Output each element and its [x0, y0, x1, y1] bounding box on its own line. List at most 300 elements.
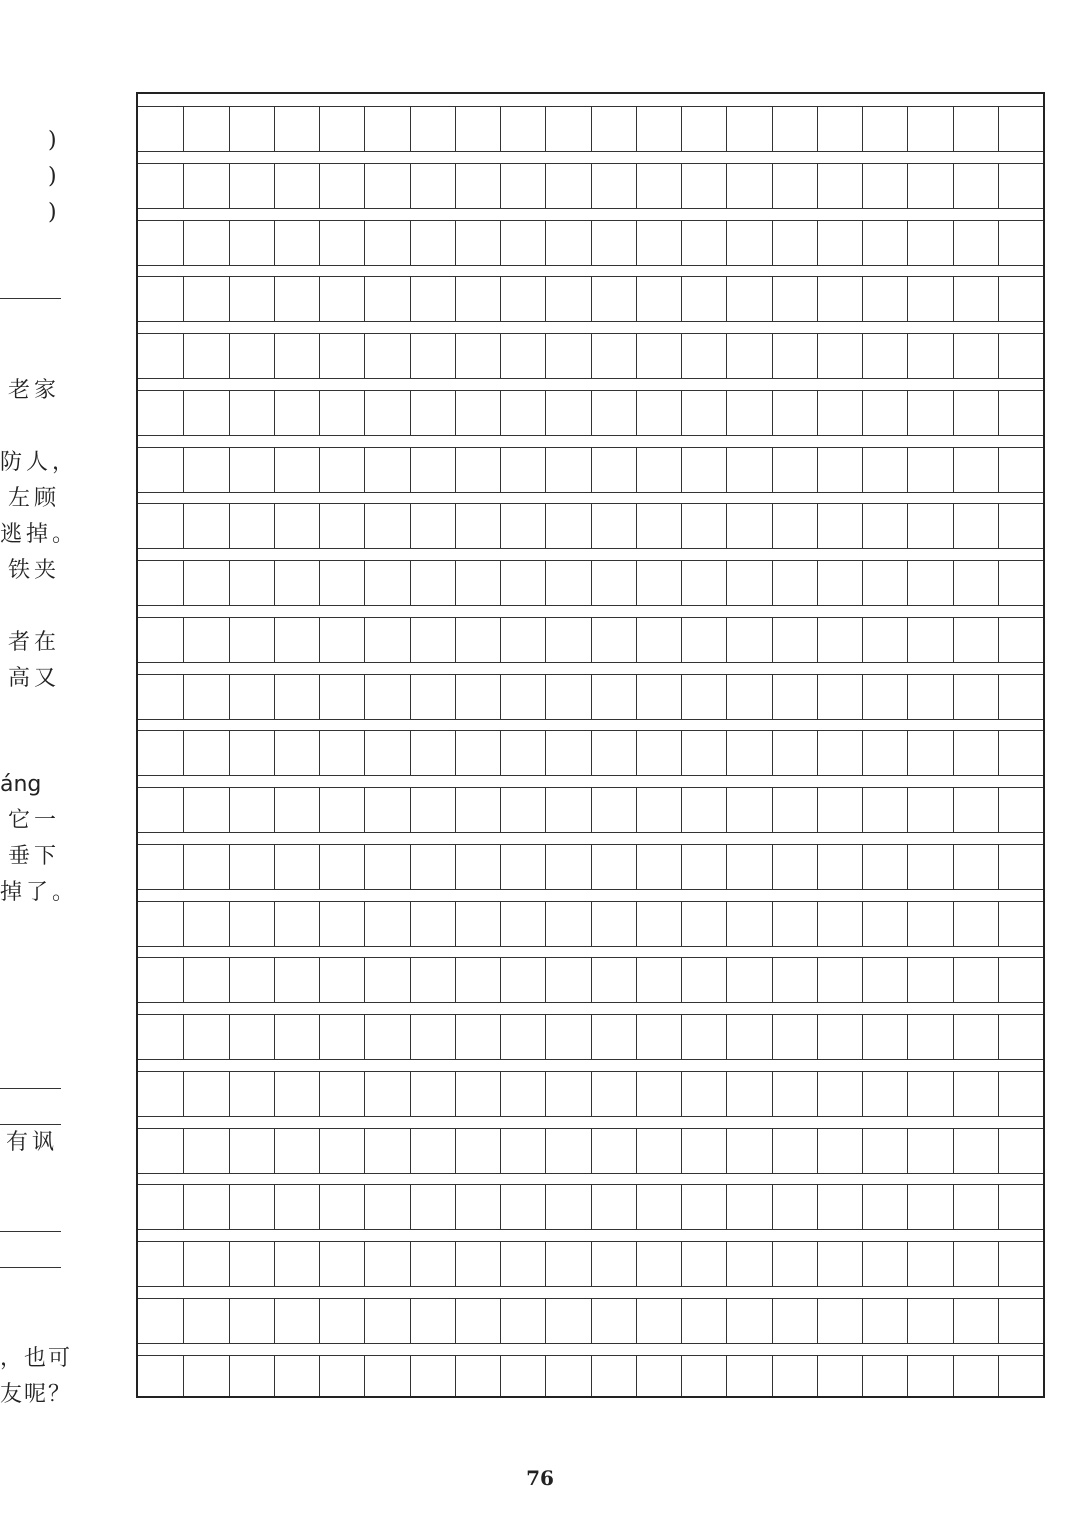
grid-cell: [862, 1356, 863, 1397]
grid-cell: [591, 561, 592, 605]
grid-cell: [953, 107, 954, 151]
grid-cell: [998, 788, 999, 832]
grid-cell: [364, 448, 365, 492]
grid-cell: [998, 504, 999, 548]
grid-cell: [455, 1356, 456, 1397]
grid-cell: [772, 958, 773, 1002]
grid-cell: [636, 1356, 637, 1397]
grid-cell: [410, 561, 411, 605]
grid-cell: [364, 731, 365, 775]
grid-cell: [274, 448, 275, 492]
grid-cell: [229, 618, 230, 662]
grid-cell: [726, 334, 727, 378]
margin-answer-line: [0, 298, 61, 299]
grid-row: [138, 957, 1043, 1003]
grid-cell: [274, 504, 275, 548]
grid-cell: [364, 221, 365, 265]
grid-row: [138, 1128, 1043, 1174]
grid-cell: [998, 1242, 999, 1286]
grid-cell: [274, 731, 275, 775]
grid-cell: [364, 845, 365, 889]
grid-cell: [500, 958, 501, 1002]
grid-cell: [274, 107, 275, 151]
grid-cell: [772, 334, 773, 378]
grid-cell: [998, 221, 999, 265]
grid-cell: [772, 221, 773, 265]
grid-cell: [183, 1072, 184, 1116]
grid-cell: [862, 164, 863, 208]
grid-cell: [953, 1299, 954, 1343]
grid-cell: [862, 448, 863, 492]
grid-cell: [817, 1185, 818, 1229]
grid-cell: [772, 504, 773, 548]
grid-cell: [862, 1242, 863, 1286]
grid-cell: [636, 504, 637, 548]
grid-cell: [726, 958, 727, 1002]
grid-cell: [364, 618, 365, 662]
grid-cell: [998, 561, 999, 605]
grid-cell: [500, 845, 501, 889]
grid-cell: [907, 334, 908, 378]
grid-row: [138, 163, 1043, 209]
grid-cell: [591, 391, 592, 435]
grid-cell: [636, 1242, 637, 1286]
grid-cell: [681, 107, 682, 151]
grid-cell: [726, 1185, 727, 1229]
grid-cell: [998, 618, 999, 662]
grid-row: [138, 1241, 1043, 1287]
grid-cell: [998, 1015, 999, 1059]
grid-cell: [183, 1356, 184, 1397]
grid-cell: [364, 107, 365, 151]
grid-cell: [681, 448, 682, 492]
grid-cell: [681, 164, 682, 208]
grid-cell: [319, 107, 320, 151]
grid-cell: [907, 561, 908, 605]
grid-cell: [726, 448, 727, 492]
grid-cell: [229, 902, 230, 946]
grid-cell: [455, 164, 456, 208]
grid-cell: [183, 561, 184, 605]
grid-cell: [500, 164, 501, 208]
grid-cell: [591, 1299, 592, 1343]
grid-cell: [953, 561, 954, 605]
grid-cell: [998, 448, 999, 492]
grid-cell: [319, 902, 320, 946]
margin-text-fragment: 它一: [8, 808, 61, 833]
grid-cell: [907, 448, 908, 492]
grid-cell: [862, 107, 863, 151]
grid-cell: [183, 1242, 184, 1286]
grid-cell: [183, 504, 184, 548]
grid-cell: [681, 902, 682, 946]
grid-cell: [862, 277, 863, 321]
grid-cell: [772, 902, 773, 946]
grid-cell: [953, 277, 954, 321]
grid-cell: [862, 731, 863, 775]
margin-text-fragment: 有讽: [6, 1130, 59, 1155]
grid-cell: [636, 1072, 637, 1116]
grid-cell: [410, 1299, 411, 1343]
composition-writing-grid: [136, 92, 1045, 1398]
grid-cell: [545, 845, 546, 889]
grid-cell: [364, 1185, 365, 1229]
grid-row: [138, 617, 1043, 663]
margin-text-fragment: 垂下: [8, 844, 61, 869]
grid-cell: [591, 504, 592, 548]
page-number: 76: [526, 1466, 554, 1490]
grid-cell: [183, 391, 184, 435]
grid-cell: [274, 1185, 275, 1229]
grid-cell: [500, 221, 501, 265]
grid-cell: [998, 391, 999, 435]
grid-row: [138, 787, 1043, 833]
grid-cell: [455, 675, 456, 719]
grid-cell: [274, 788, 275, 832]
grid-cell: [862, 618, 863, 662]
grid-cell: [455, 618, 456, 662]
grid-cell: [364, 1072, 365, 1116]
grid-cell: [772, 561, 773, 605]
margin-text-fragment: 掉了。: [0, 880, 79, 905]
grid-cell: [953, 675, 954, 719]
grid-row: [138, 503, 1043, 549]
grid-cell: [455, 1015, 456, 1059]
grid-cell: [545, 1072, 546, 1116]
grid-row: [138, 447, 1043, 493]
grid-cell: [545, 1242, 546, 1286]
grid-cell: [500, 277, 501, 321]
grid-cell: [907, 1015, 908, 1059]
grid-cell: [726, 902, 727, 946]
grid-cell: [410, 164, 411, 208]
grid-cell: [953, 1015, 954, 1059]
grid-cell: [907, 164, 908, 208]
grid-cell: [907, 1242, 908, 1286]
grid-cell: [183, 221, 184, 265]
grid-row: [138, 1184, 1043, 1230]
grid-cell: [183, 334, 184, 378]
grid-cell: [591, 731, 592, 775]
grid-cell: [500, 1299, 501, 1343]
grid-cell: [681, 277, 682, 321]
grid-cell: [455, 221, 456, 265]
grid-cell: [229, 504, 230, 548]
grid-cell: [591, 845, 592, 889]
grid-cell: [953, 731, 954, 775]
grid-cell: [364, 277, 365, 321]
grid-cell: [817, 391, 818, 435]
grid-cell: [953, 504, 954, 548]
grid-cell: [591, 221, 592, 265]
grid-cell: [772, 277, 773, 321]
grid-cell: [183, 675, 184, 719]
grid-cell: [455, 334, 456, 378]
grid-cell: [364, 164, 365, 208]
grid-cell: [862, 221, 863, 265]
grid-cell: [907, 788, 908, 832]
grid-cell: [862, 958, 863, 1002]
grid-cell: [500, 107, 501, 151]
grid-cell: [455, 788, 456, 832]
grid-cell: [319, 788, 320, 832]
grid-cell: [229, 221, 230, 265]
margin-bracket: ): [48, 200, 61, 225]
grid-cell: [726, 1242, 727, 1286]
grid-cell: [772, 1242, 773, 1286]
grid-cell: [545, 391, 546, 435]
grid-cell: [274, 334, 275, 378]
grid-cell: [410, 958, 411, 1002]
grid-cell: [817, 1015, 818, 1059]
grid-cell: [455, 277, 456, 321]
grid-cell: [319, 164, 320, 208]
grid-cell: [455, 1299, 456, 1343]
grid-cell: [545, 1129, 546, 1173]
grid-cell: [817, 1356, 818, 1397]
grid-cell: [545, 675, 546, 719]
grid-cell: [545, 448, 546, 492]
grid-cell: [772, 107, 773, 151]
grid-cell: [500, 1185, 501, 1229]
grid-cell: [229, 561, 230, 605]
grid-cell: [953, 618, 954, 662]
grid-cell: [817, 334, 818, 378]
grid-cell: [862, 334, 863, 378]
grid-cell: [772, 731, 773, 775]
grid-cell: [545, 561, 546, 605]
grid-cell: [229, 1356, 230, 1397]
grid-cell: [500, 731, 501, 775]
grid-cell: [681, 1356, 682, 1397]
grid-cell: [681, 221, 682, 265]
grid-cell: [229, 845, 230, 889]
grid-cell: [726, 221, 727, 265]
grid-cell: [726, 845, 727, 889]
grid-cell: [772, 618, 773, 662]
grid-cell: [907, 731, 908, 775]
grid-cell: [500, 448, 501, 492]
grid-cell: [274, 1299, 275, 1343]
grid-cell: [364, 675, 365, 719]
grid-cell: [817, 618, 818, 662]
grid-cell: [274, 845, 275, 889]
grid-cell: [229, 391, 230, 435]
grid-cell: [183, 958, 184, 1002]
grid-cell: [274, 618, 275, 662]
grid-cell: [183, 788, 184, 832]
grid-cell: [907, 902, 908, 946]
grid-cell: [410, 448, 411, 492]
grid-cell: [455, 1242, 456, 1286]
grid-cell: [455, 107, 456, 151]
grid-cell: [636, 107, 637, 151]
grid-cell: [229, 334, 230, 378]
grid-cell: [817, 958, 818, 1002]
grid-cell: [545, 277, 546, 321]
grid-cell: [907, 675, 908, 719]
grid-cell: [636, 448, 637, 492]
grid-cell: [953, 1072, 954, 1116]
margin-text-fragment: 左顾: [8, 486, 61, 511]
grid-cell: [319, 1015, 320, 1059]
grid-cell: [410, 618, 411, 662]
grid-cell: [229, 1129, 230, 1173]
grid-cell: [907, 845, 908, 889]
grid-cell: [455, 1129, 456, 1173]
margin-pinyin-fragment: áng: [0, 772, 42, 797]
grid-cell: [319, 618, 320, 662]
grid-cell: [636, 164, 637, 208]
grid-cell: [410, 277, 411, 321]
grid-cell: [410, 731, 411, 775]
grid-cell: [636, 1129, 637, 1173]
grid-row: [138, 844, 1043, 890]
grid-cell: [681, 675, 682, 719]
grid-cell: [229, 958, 230, 1002]
grid-cell: [772, 1185, 773, 1229]
grid-cell: [455, 391, 456, 435]
grid-cell: [364, 1129, 365, 1173]
grid-cell: [726, 1072, 727, 1116]
grid-cell: [274, 902, 275, 946]
margin-answer-line: [0, 1088, 61, 1089]
grid-cell: [636, 1185, 637, 1229]
grid-cell: [183, 448, 184, 492]
grid-cell: [410, 845, 411, 889]
grid-cell: [591, 675, 592, 719]
grid-cell: [772, 164, 773, 208]
grid-cell: [636, 958, 637, 1002]
grid-cell: [183, 1185, 184, 1229]
grid-cell: [953, 1356, 954, 1397]
grid-cell: [998, 1299, 999, 1343]
grid-cell: [998, 1185, 999, 1229]
grid-cell: [500, 334, 501, 378]
grid-cell: [455, 845, 456, 889]
grid-cell: [319, 504, 320, 548]
margin-answer-line: [0, 1231, 61, 1232]
grid-cell: [183, 845, 184, 889]
grid-cell: [364, 504, 365, 548]
grid-cell: [726, 504, 727, 548]
grid-cell: [319, 277, 320, 321]
grid-cell: [953, 1242, 954, 1286]
grid-cell: [455, 1072, 456, 1116]
grid-cell: [907, 1129, 908, 1173]
grid-row: [138, 674, 1043, 720]
grid-cell: [591, 618, 592, 662]
grid-cell: [681, 1072, 682, 1116]
grid-cell: [907, 1299, 908, 1343]
grid-cell: [183, 107, 184, 151]
margin-text-fragment: 防人，: [0, 450, 79, 475]
grid-row: [138, 276, 1043, 322]
grid-cell: [410, 221, 411, 265]
grid-cell: [772, 1299, 773, 1343]
grid-cell: [410, 902, 411, 946]
grid-cell: [953, 164, 954, 208]
grid-cell: [817, 1299, 818, 1343]
grid-cell: [183, 731, 184, 775]
grid-cell: [591, 788, 592, 832]
grid-cell: [229, 788, 230, 832]
grid-cell: [410, 1129, 411, 1173]
grid-cell: [817, 504, 818, 548]
grid-cell: [364, 902, 365, 946]
grid-cell: [636, 277, 637, 321]
grid-cell: [274, 958, 275, 1002]
grid-cell: [636, 391, 637, 435]
grid-cell: [817, 221, 818, 265]
grid-cell: [862, 561, 863, 605]
grid-cell: [681, 1299, 682, 1343]
grid-cell: [229, 448, 230, 492]
grid-cell: [274, 1015, 275, 1059]
grid-cell: [410, 1356, 411, 1397]
grid-cell: [545, 958, 546, 1002]
grid-cell: [681, 731, 682, 775]
grid-cell: [545, 618, 546, 662]
grid-cell: [636, 731, 637, 775]
grid-cell: [500, 504, 501, 548]
grid-cell: [591, 107, 592, 151]
grid-cell: [907, 1185, 908, 1229]
grid-cell: [183, 164, 184, 208]
grid-cell: [862, 1185, 863, 1229]
grid-cell: [545, 504, 546, 548]
grid-cell: [772, 391, 773, 435]
grid-cell: [229, 1015, 230, 1059]
grid-cell: [545, 221, 546, 265]
grid-row: [138, 901, 1043, 947]
grid-cell: [410, 334, 411, 378]
grid-cell: [998, 164, 999, 208]
grid-cell: [545, 107, 546, 151]
grid-cell: [772, 788, 773, 832]
grid-cell: [319, 448, 320, 492]
grid-cell: [500, 1015, 501, 1059]
grid-cell: [862, 504, 863, 548]
grid-cell: [998, 334, 999, 378]
grid-cell: [229, 675, 230, 719]
grid-cell: [229, 1185, 230, 1229]
grid-row: [138, 1014, 1043, 1060]
grid-cell: [500, 788, 501, 832]
grid-cell: [500, 1242, 501, 1286]
grid-cell: [274, 1129, 275, 1173]
grid-cell: [726, 1299, 727, 1343]
grid-cell: [907, 1356, 908, 1397]
margin-answer-line: [0, 1124, 61, 1125]
grid-cell: [364, 1242, 365, 1286]
grid-cell: [817, 561, 818, 605]
grid-cell: [817, 788, 818, 832]
grid-cell: [862, 675, 863, 719]
grid-cell: [455, 504, 456, 548]
margin-text-fragment: 老家: [8, 378, 61, 403]
grid-cell: [862, 845, 863, 889]
margin-text-fragment: ，也可: [0, 1346, 73, 1371]
margin-text-fragment: 者在: [8, 630, 61, 655]
grid-cell: [681, 561, 682, 605]
grid-cell: [681, 788, 682, 832]
grid-cell: [998, 1356, 999, 1397]
grid-cell: [455, 902, 456, 946]
grid-cell: [591, 958, 592, 1002]
grid-cell: [545, 1015, 546, 1059]
grid-cell: [681, 391, 682, 435]
